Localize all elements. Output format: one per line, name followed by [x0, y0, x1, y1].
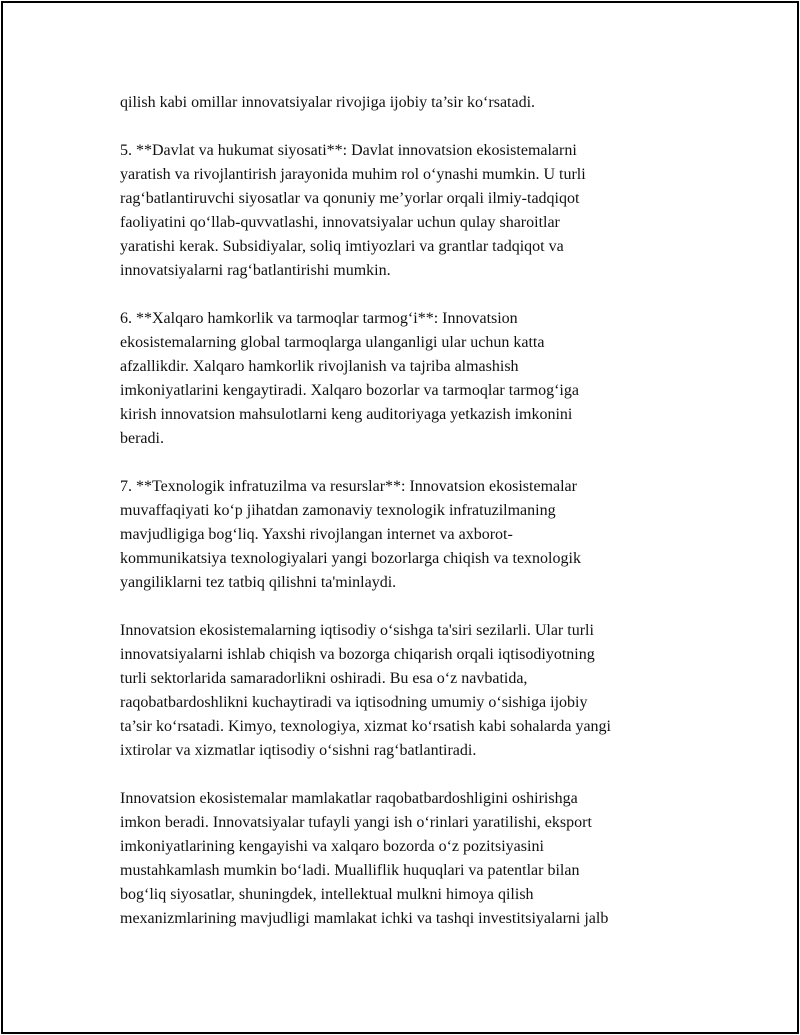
text-line: imkoniyatlarini kengaytiradi. Xalqaro bozorlar va tarmoqlar tarmog‘iga [120, 382, 579, 399]
text-line: mavjudligiga bog‘liq. Yaxshi rivojlangan internet va axborot- [120, 526, 513, 543]
text-line: qilish kabi omillar innovatsiyalar rivojiga ijobiy ta’sir ko‘rsatadi. [120, 94, 536, 111]
text-line: afzallikdir. Xalqaro hamkorlik rivojlanish va tajriba almashish [120, 358, 519, 375]
text-line: ixtirolar va xizmatlar iqtisodiy o‘sishni rag‘batlantiradi. [120, 742, 477, 759]
paragraph-government-policy [120, 139, 690, 283]
paragraph-continuation [120, 91, 690, 115]
text-line: mustahkamlash mumkin bo‘ladi. Mualliflik huquqlari va patentlar bilan [120, 862, 580, 879]
text-line: imkoniyatlarining kengayishi va xalqaro bozorda o‘z pozitsiyasini [120, 838, 544, 855]
paragraph-international-cooperation [120, 307, 690, 451]
document-page [1, 1, 799, 1034]
paragraph-competitiveness [120, 787, 690, 931]
text-line: mexanizmlarining mavjudligi mamlakat ichki va tashqi investitsiyalarni jalb [120, 910, 609, 927]
text-line: beradi. [120, 430, 164, 447]
text-line: 5. **Davlat va hukumat siyosati**: Davlat innovatsion ekosistemalarni [120, 142, 577, 159]
text-line: 6. **Xalqaro hamkorlik va tarmoqlar tarmog‘i**: Innovatsion [120, 310, 518, 327]
text-line: faoliyatini qo‘llab-quvvatlashi, innovatsiyalar uchun qulay sharoitlar [120, 214, 560, 231]
text-line: 7. **Texnologik infratuzilma va resurslar**: Innovatsion ekosistemalar [120, 478, 577, 495]
text-line: ekosistemalarning global tarmoqlarga ulanganligi ular uchun katta [120, 334, 545, 351]
paragraph-economic-growth [120, 619, 690, 763]
text-line: yaratish va rivojlantirish jarayonida muhim rol o‘ynashi mumkin. U turli [120, 166, 586, 183]
text-line: innovatsiyalarni ishlab chiqish va bozorga chiqarish orqali iqtisodiyotning [120, 646, 595, 663]
text-line: turli sektorlarida samaradorlikni oshiradi. Bu esa o‘z navbatida, [120, 670, 528, 687]
text-line: raqobatbardoshlikni kuchaytiradi va iqtisodning umumiy o‘sishiga ijobiy [120, 694, 588, 711]
text-line: Innovatsion ekosistemalarning iqtisodiy o‘sishga ta'siri sezilarli. Ular turli [120, 622, 594, 639]
text-line: bog‘liq siyosatlar, shuningdek, intellektual mulkni himoya qilish [120, 886, 534, 903]
paragraph-technological-infrastructure [120, 475, 690, 595]
text-line: imkon beradi. Innovatsiyalar tufayli yangi ish o‘rinlari yaratilishi, eksport [120, 814, 592, 831]
document-body [120, 91, 690, 955]
text-line: Innovatsion ekosistemalar mamlakatlar raqobatbardoshligini oshirishga [120, 790, 578, 807]
text-line: innovatsiyalarni rag‘batlantirishi mumkin. [120, 262, 391, 279]
text-line: muvaffaqiyati ko‘p jihatdan zamonaviy texnologik infratuzilmaning [120, 502, 556, 519]
text-line: kommunikatsiya texnologiyalari yangi bozorlarga chiqish va texnologik [120, 550, 581, 567]
text-line: rag‘batlantiruvchi siyosatlar va qonuniy me’yorlar orqali ilmiy-tadqiqot [120, 190, 580, 207]
text-line: kirish innovatsion mahsulotlarni keng auditoriyaga yetkazish imkonini [120, 406, 573, 423]
text-line: yangiliklarni tez tatbiq qilishni ta'minlaydi. [120, 574, 397, 591]
text-line: ta’sir ko‘rsatadi. Kimyo, texnologiya, xizmat ko‘rsatish kabi sohalarda yangi [120, 718, 611, 735]
text-line: yaratishi kerak. Subsidiyalar, soliq imtiyozlari va grantlar tadqiqot va [120, 238, 564, 255]
